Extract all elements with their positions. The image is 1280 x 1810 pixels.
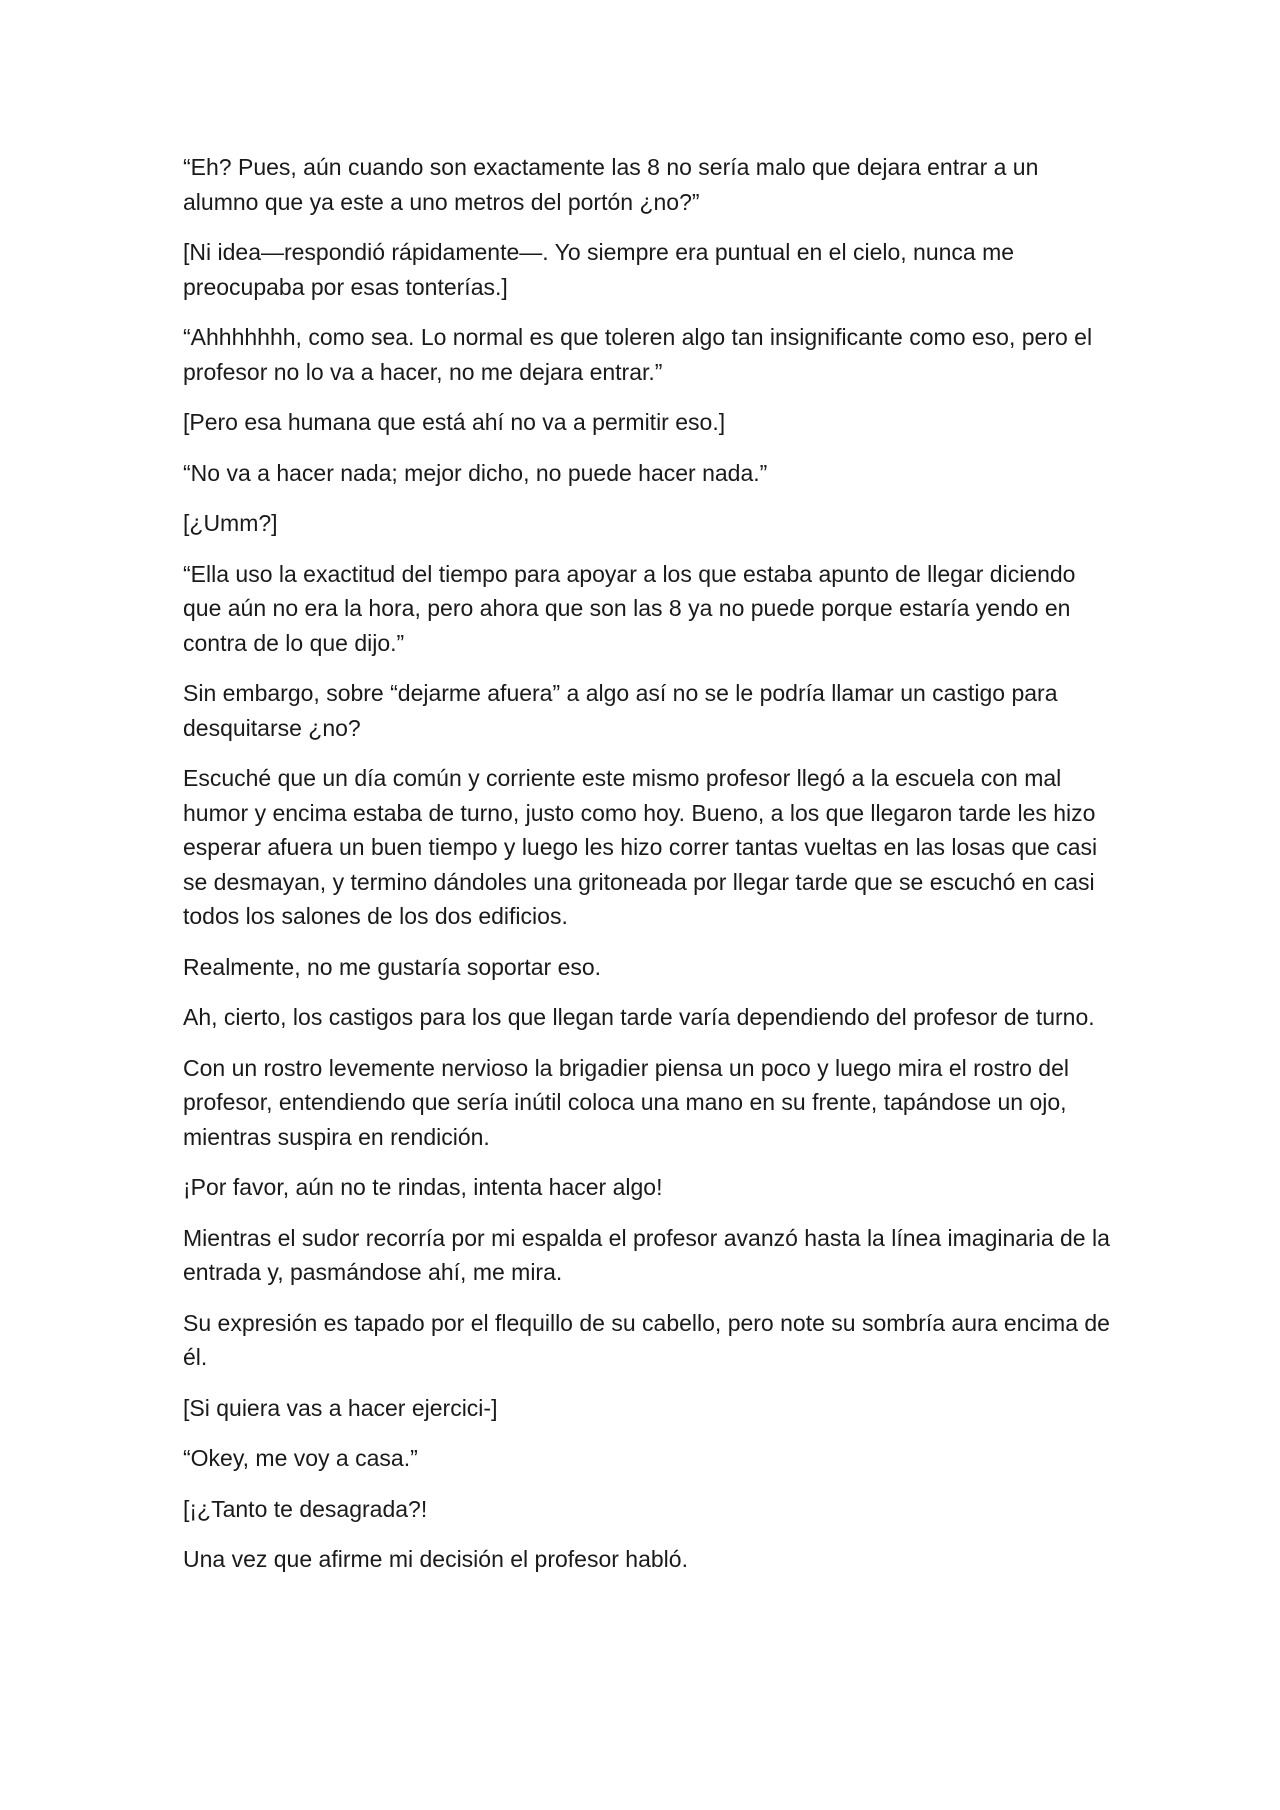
paragraph: “Okey, me voy a casa.” <box>183 1445 418 1471</box>
paragraph: Sin embargo, sobre “dejarme afuera” a algo así no se le podría llamar un castigo para desquitarse ¿no? <box>183 680 1058 741</box>
paragraph: Una vez que afirme mi decisión el profesor habló. <box>183 1546 688 1572</box>
paragraph: Con un rostro levemente nervioso la brigadier piensa un poco y luego mira el rostro del profesor, entendiendo que sería inútil coloca una mano en su frente, tapándose un ojo, mientras suspira en rendición. <box>183 1054 1069 1150</box>
paragraph: [Pero esa humana que está ahí no va a permitir eso.] <box>183 409 726 435</box>
document-page <box>183 150 1113 1593</box>
paragraph: “No va a hacer nada; mejor dicho, no puede hacer nada.” <box>183 459 768 486</box>
paragraph: ¡Por favor, aún no te rindas, intenta hacer algo! <box>183 1174 663 1200</box>
paragraph: [¡¿Tanto te desagrada?! <box>183 1495 428 1522</box>
paragraph: Escuché que un día común y corriente este mismo profesor llegó a la escuela con mal humor y encima estaba de turno, justo como hoy. Bueno, a los que llegaron tarde les hizo esperar afuera un buen tiempo y luego les hizo correr tantas vueltas en las losas que casi se desmayan, y termino dándoles una gritoneada por llegar tarde que se escuchó en casi todos los salones de los dos edificios. <box>183 765 1098 929</box>
paragraph: Su expresión es tapado por el flequillo de su cabello, pero note su sombría aura encima de él. <box>183 1309 1110 1370</box>
paragraph: Ah, cierto, los castigos para los que llegan tarde varía dependiendo del profesor de turno. <box>183 1004 1095 1030</box>
paragraph: “Eh? Pues, aún cuando son exactamente las 8 no sería malo que dejara entrar a un alumno que ya este a uno metros del portón ¿no?” <box>183 154 1039 215</box>
paragraph: “Ella uso la exactitud del tiempo para apoyar a los que estaba apunto de llegar diciendo que aún no era la hora, pero ahora que son las 8 ya no puede porque estaría yendo en contra de lo que dijo.” <box>183 560 1076 656</box>
paragraph: [¿Umm?] <box>183 510 278 536</box>
paragraph: Mientras el sudor recorría por mi espalda el profesor avanzó hasta la línea imaginaria de la entrada y, pasmándose ahí, me mira. <box>183 1224 1110 1285</box>
paragraph: Realmente, no me gustaría soportar eso. <box>183 953 602 980</box>
paragraph: [Si quiera vas a hacer ejercici-] <box>183 1394 498 1421</box>
paragraph: [Ni idea—respondió rápidamente—. Yo siempre era puntual en el cielo, nunca me preocupaba por esas tonterías.] <box>183 239 1015 300</box>
paragraph: “Ahhhhhhh, como sea. Lo normal es que toleren algo tan insignificante como eso, pero el profesor no lo va a hacer, no me dejara entrar.” <box>183 324 1093 385</box>
